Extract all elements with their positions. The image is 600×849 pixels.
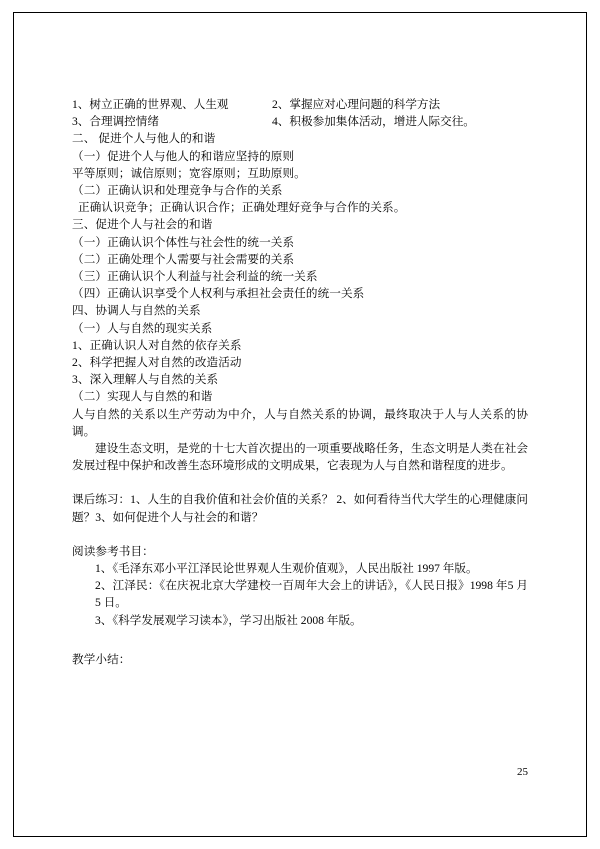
outline-line: 3、深入理解人与自然的关系 [72,373,219,387]
outline-line: 正确认识竞争；正确认识合作；正确处理好竞争与合作的关系。 [72,201,406,215]
body-paragraph: 人与自然的关系以生产劳动为中介，人与自然关系的协调，最终取决于人与人关系的协调。 [72,407,528,438]
row-left-text: 3、合理调控情绪 [72,115,159,129]
outline-line: （二）正确认识和处理竞争与合作的关系 [72,184,283,198]
outline-line: （一）人与自然的现实关系 [72,321,213,335]
reference-item: 3、《科学发展观学习读本》，学习出版社 2008 年版。 [95,613,362,627]
page-content [72,96,528,668]
exercise-paragraph: 课后练习：1、人生的自我价值和社会价值的关系？ 2、如何看待当代大学生的心理健康问题？3、如何促进个人与社会的和谐？ [72,493,528,524]
outline-line: （一）正确认识个体性与社会性的统一关系 [72,235,295,249]
outline-line: （三）正确认识个人利益与社会利益的统一关系 [72,270,318,284]
outline-line: 2、科学把握人对自然的改造活动 [72,356,242,370]
outline-line: 平等原则；诚信原则；宽容原则；互助原则。 [72,166,306,180]
outline-line: 三、促进个人与社会的和谐 [72,218,213,232]
reference-item: 1、《毛泽东邓小平江泽民论世界观人生观价值观》，人民出版社 1997 年版。 [95,562,478,576]
row-right-text: 2、掌握应对心理问题的科学方法 [272,98,441,111]
outline-line: （二）实现人与自然的和谐 [72,390,213,404]
references-title: 阅读参考书目： [72,544,154,558]
page-number: 25 [517,766,528,778]
outline-line: 1、正确认识人对自然的依存关系 [72,338,242,352]
row-right-text: 4、积极参加集体活动，增进人际交往。 [272,115,475,129]
body-paragraph: 建设生态文明，是党的十七大首次提出的一项重要战略任务，生态文明是人类在社会发展过程中保护和改善生态环境形成的文明成果，它表现为人与自然和谐程度的进步。 [72,442,528,473]
outline-line: 四、协调人与自然的关系 [72,304,201,318]
two-column-row [72,113,528,130]
summary-title: 教学小结： [72,652,131,666]
outline-line: 二、 促进个人与他人的和谐 [72,132,216,146]
outline-line: （一）促进个人与他人的和谐应坚持的原则 [72,149,295,163]
two-column-row [72,96,528,113]
outline-line: （四）正确认识享受个人权利与承担社会责任的统一关系 [72,287,365,301]
row-left-text: 1、树立正确的世界观、人生观 [72,98,229,111]
outline-line: （二）正确处理个人需要与社会需要的关系 [72,252,295,266]
reference-item: 2、江泽民：《在庆祝北京大学建校一百周年大会上的讲话》，《人民日报》1998 年5 月 5 日。 [95,579,528,610]
